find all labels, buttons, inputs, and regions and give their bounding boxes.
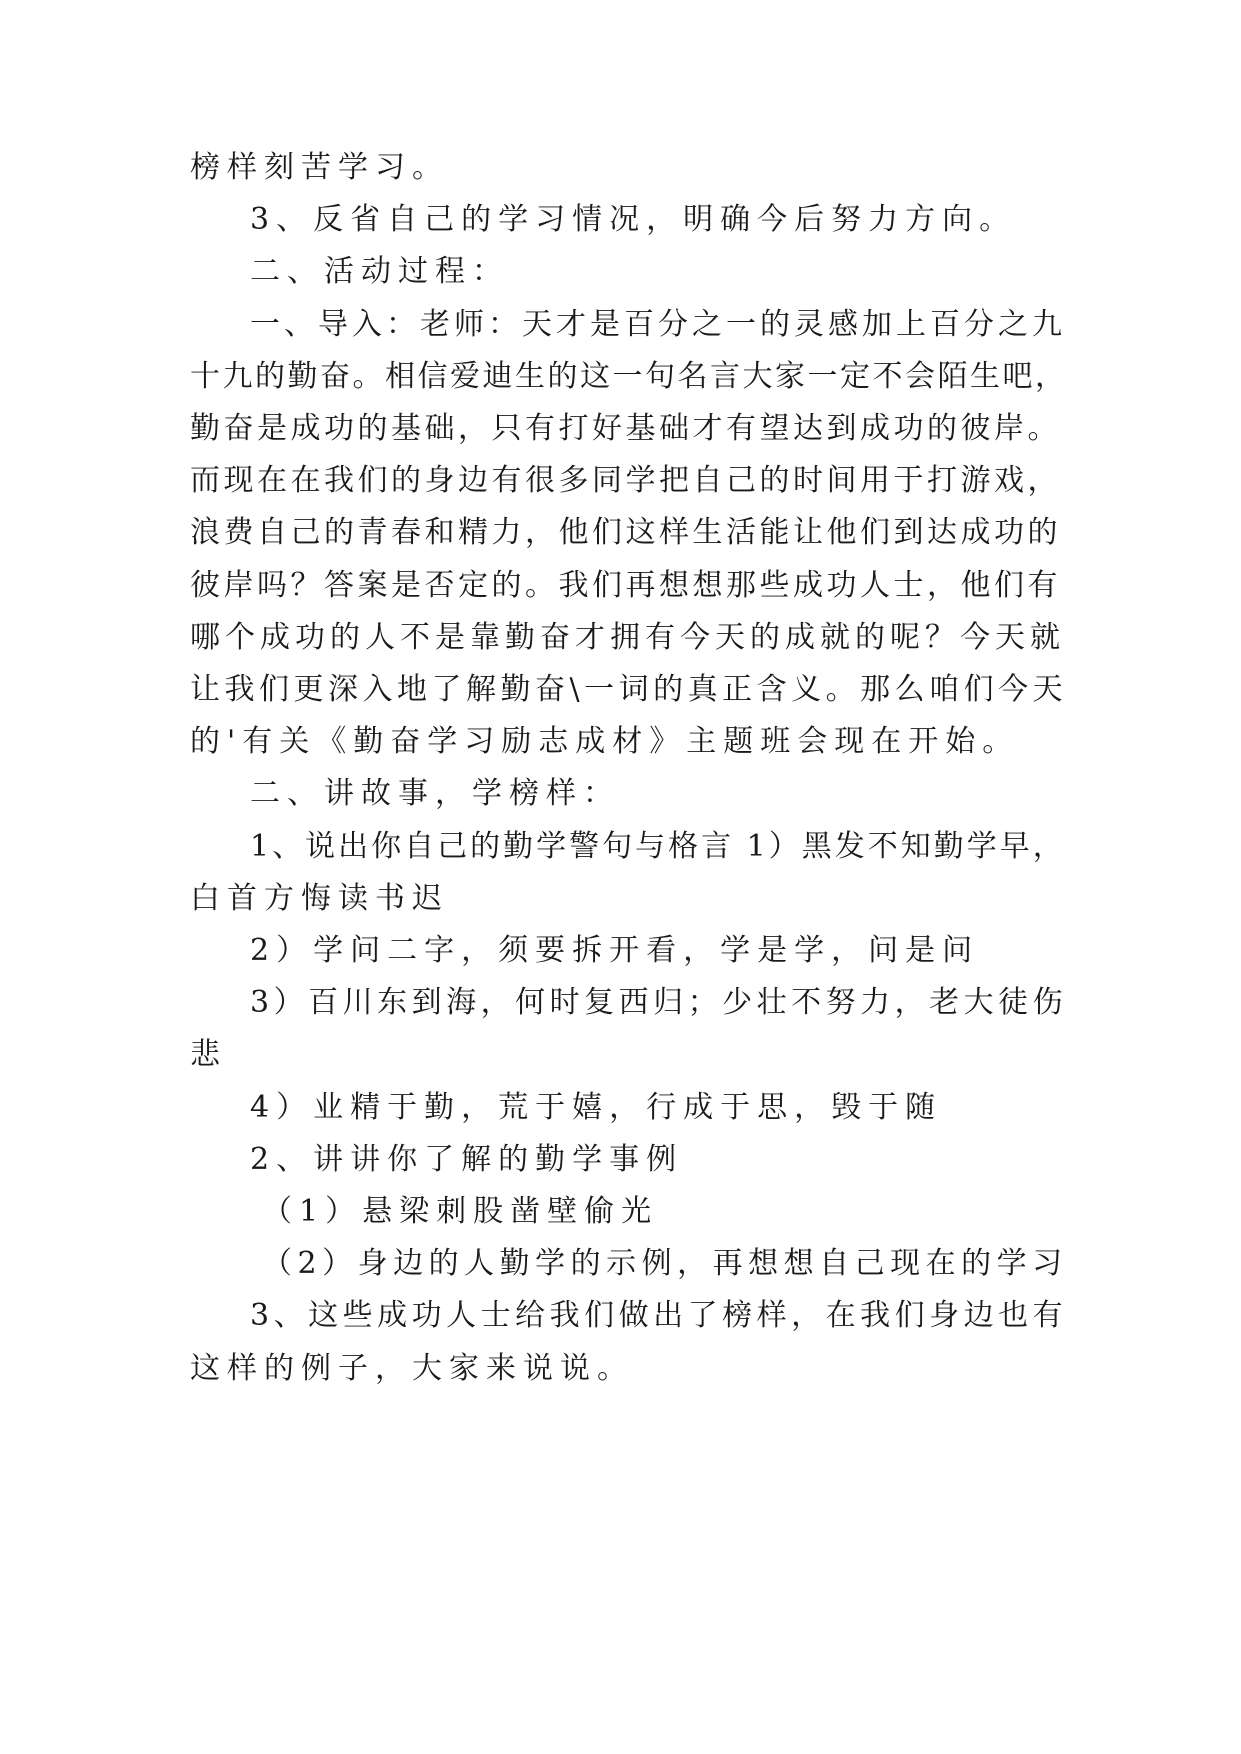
- text-line: 的'有关《勤奋学习励志成材》主题班会现在开始。: [190, 724, 1020, 759]
- text-line: 彼岸吗？答案是否定的。我们再想想那些成功人士，他们有: [190, 568, 1061, 603]
- text-line: 3、这些成功人士给我们做出了榜样，在我们身边也有: [250, 1298, 1068, 1333]
- text-line: 二、活动过程：: [250, 254, 509, 289]
- text-line: 勤奋是成功的基础，只有打好基础才有望达到成功的彼岸。: [190, 411, 1061, 446]
- text-line: 浪费自己的青春和精力，他们这样生活能让他们到达成功的: [190, 515, 1061, 550]
- text-line: 白首方悔读书迟: [190, 881, 449, 916]
- text-line: 2）学问二字，须要拆开看，学是学，问是问: [250, 933, 980, 968]
- text-line: 而现在在我们的身边有很多同学把自己的时间用于打游戏，: [190, 463, 1061, 498]
- text-line: 哪个成功的人不是靠勤奋才拥有今天的成就的呢？今天就: [190, 620, 1065, 655]
- text-line: 2、讲讲你了解的勤学事例: [250, 1142, 684, 1177]
- text-line: 一、导入：老师：天才是百分之一的灵感加上百分之九: [250, 307, 1066, 342]
- text-line: 4）业精于勤，荒于嬉，行成于思，毁于随: [250, 1090, 943, 1125]
- text-line: 榜样刻苦学习。: [190, 150, 449, 185]
- text-line: （2）身边的人勤学的示例，再想想自己现在的学习: [262, 1246, 1068, 1281]
- text-line: 让我们更深入地了解勤奋\一词的真正含义。那么咱们今天: [190, 672, 1068, 707]
- text-line: 十九的勤奋。相信爱迪生的这一句名言大家一定不会陌生吧，: [190, 359, 1068, 394]
- text-line: 3、反省自己的学习情况，明确今后努力方向。: [250, 202, 1017, 237]
- text-line: 二、讲故事，学榜样：: [250, 776, 620, 811]
- text-line: （1）悬梁刺股凿壁偷光: [262, 1194, 659, 1229]
- text-line: 这样的例子，大家来说说。: [190, 1351, 634, 1386]
- text-line: 3）百川东到海，何时复西归；少壮不努力，老大徒伤: [250, 985, 1068, 1020]
- text-line: 悲: [190, 1037, 227, 1072]
- text-line: 1、说出你自己的勤学警句与格言 1）黑发不知勤学早，: [250, 829, 1066, 864]
